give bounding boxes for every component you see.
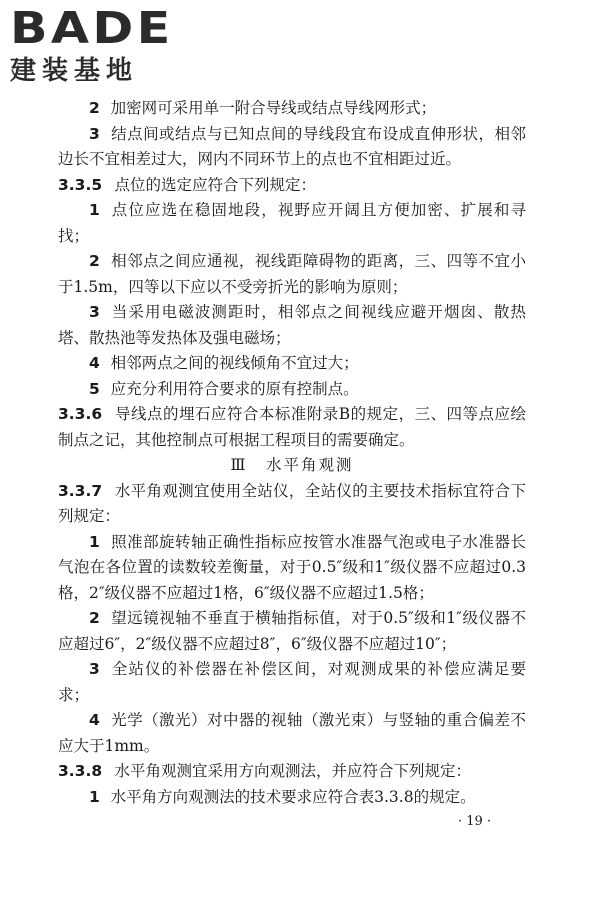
- item-number: 5: [89, 379, 100, 398]
- document-body: [58, 96, 526, 810]
- item-number: 1: [89, 201, 100, 219]
- clause-item: [58, 377, 526, 403]
- item-text: 照准部旋转轴正确性指标应按管水准器气泡或电子水准器长气泡在各位置的读数较差衡量，对于0.5″级和1″级仪器不应超过0.3格，2″级仪器不应超过1格，6″级仪器不应超过1.5格；: [58, 532, 526, 602]
- clause-item: [58, 606, 526, 657]
- clause-number: 3.3.8: [58, 762, 103, 780]
- item-number: 2: [89, 99, 100, 117]
- item-number: 2: [89, 609, 100, 627]
- section-roman-numeral: Ⅲ: [230, 456, 248, 474]
- item-text: 点位应选在稳固地段，视野应开阔且方便加密、扩展和寻找；: [58, 201, 526, 245]
- item-number: 4: [89, 711, 100, 729]
- clause-3-3-5: [58, 173, 526, 199]
- item-number: 3: [89, 660, 100, 678]
- clause-item: [58, 657, 526, 708]
- item-text: 相邻两点之间的视线倾角不宜过大；: [110, 354, 359, 372]
- clause-item: [58, 300, 526, 351]
- clause-item: [58, 785, 526, 811]
- item-number: 4: [89, 354, 100, 372]
- item-text: 水平角方向观测法的技术要求应符合表3.3.8的规定。: [110, 787, 476, 806]
- page-number: · 19 ·: [458, 814, 492, 829]
- item-text: 当采用电磁波测距时，相邻点之间视线应避开烟囱、散热塔、散热池等发热体及强电磁场；: [58, 303, 526, 347]
- logo-wordmark: BADE: [10, 3, 174, 54]
- clause-number: 3.3.5: [58, 175, 103, 194]
- clause-item: [58, 96, 526, 122]
- item-number: 3: [89, 303, 100, 321]
- item-text: 光学（激光）对中器的视轴（激光束）与竖轴的重合偏差不应大于1mm。: [58, 711, 526, 755]
- clause-3-3-6: [58, 402, 526, 453]
- item-text: 全站仪的补偿器在补偿区间，对观测成果的补偿应满足要求；: [58, 660, 526, 704]
- item-number: 1: [89, 532, 100, 551]
- item-number: 1: [89, 787, 100, 806]
- clause-text: 水平角观测宜使用全站仪，全站仪的主要技术指标宜符合下列规定：: [58, 481, 526, 525]
- clause-3-3-8: [58, 759, 526, 785]
- clause-item: [58, 249, 526, 300]
- section-title: 水平角观测: [266, 456, 354, 474]
- logo-subtitle: 建装基地: [10, 56, 139, 86]
- section-heading: [58, 453, 526, 479]
- clause-item: [58, 122, 526, 173]
- clause-number: 3.3.7: [58, 481, 103, 500]
- item-number: 3: [89, 124, 100, 143]
- item-text: 结点间或结点与已知点间的导线段宜布设成直伸形状，相邻边长不宜相差过大，网内不同环节上的点也不宜相距过近。: [58, 124, 526, 168]
- clause-item: [58, 198, 526, 249]
- item-text: 应充分利用符合要求的原有控制点。: [110, 379, 359, 398]
- clause-text: 点位的选定应符合下列规定：: [114, 175, 317, 194]
- brand-logo: [10, 3, 180, 88]
- clause-item: [58, 530, 526, 607]
- item-text: 相邻点之间应通视，视线距障碍物的距离，三、四等不宜小于1.5m，四等以下应以不受旁折光的影响为原则；: [58, 252, 526, 296]
- clause-item: [58, 708, 526, 759]
- clause-text: 导线点的埋石应符合本标准附录B的规定，三、四等点应绘制点之记，其他控制点可根据工程项目的需要确定。: [58, 405, 526, 449]
- item-text: 加密网可采用单一附合导线或结点导线网形式；: [110, 99, 437, 117]
- clause-text: 水平角观测宜采用方向观测法，并应符合下列规定：: [114, 762, 472, 780]
- clause-item: [58, 351, 526, 377]
- clause-number: 3.3.6: [58, 405, 103, 423]
- item-number: 2: [89, 252, 100, 270]
- item-text: 望远镜视轴不垂直于横轴指标值，对于0.5″级和1″级仪器不应超过6″，2″级仪器不应超过8″，6″级仪器不应超过10″；: [58, 609, 526, 653]
- clause-3-3-7: [58, 479, 526, 530]
